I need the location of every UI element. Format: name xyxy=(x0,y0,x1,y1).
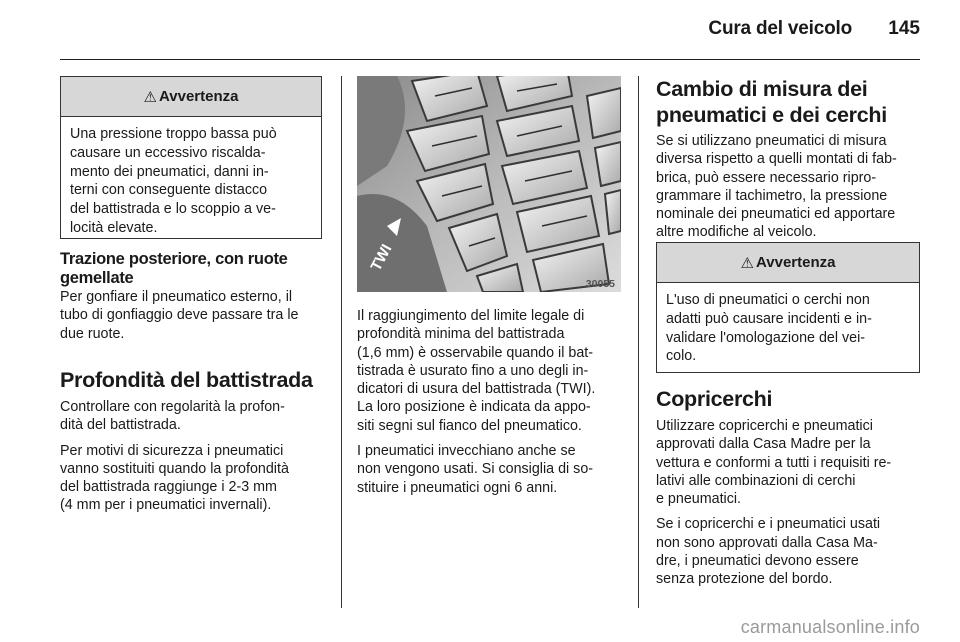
hubcaps-text-1: Utilizzare copricerchi e pneumatici approvati dalla Casa Madre per la vettura e conformi a tutti i requisiti re- lativi alle combinazioni di cerchi e pneumatici. xyxy=(656,418,892,508)
warning-header xyxy=(657,243,919,283)
tread-depth-section xyxy=(60,368,322,515)
warning-title: Avvertenza xyxy=(158,88,239,105)
warning-body xyxy=(657,283,919,373)
dual-wheels-section xyxy=(60,250,322,343)
twi-marker-label: TWI xyxy=(367,241,396,274)
hubcaps-heading: Copricerchi xyxy=(656,387,773,411)
column-left xyxy=(60,76,322,514)
hubcaps-section xyxy=(656,387,920,589)
warning-text: L'uso di pneumatici o cerchi non adatti può causare incidenti e in- validare l'omologazione del vei- colo. xyxy=(666,292,872,365)
tread-depth-heading: Profondità del battistrada xyxy=(60,368,313,392)
hubcaps-text-2: Se i copricerchi e i pneumatici usati non sono approvati dalla Casa Ma- dre, i pneumatici devono essere senza protezione del bordo. xyxy=(656,516,881,588)
tire-tread-figure xyxy=(357,76,621,292)
watermark: carmanualsonline.info xyxy=(740,617,920,637)
warning-header xyxy=(61,77,321,117)
section-title: Cura del veicolo xyxy=(708,18,852,39)
change-size-section xyxy=(656,76,920,242)
tire-tread-illustration xyxy=(357,76,621,292)
tread-wear-paragraph-1: Il raggiungimento del limite legale di profondità minima del battistrada (1,6 mm) è osservabile quando il bat- tistrada è usurato fino a uno degli in- dicatori di usura del battistrada (TWI). La loro posizione è indicata da appo- siti segni sul fianco del pneumatico. xyxy=(357,308,596,434)
tread-depth-text-2: Per motivi di sicurezza i pneumatici vanno sostituiti quando la profondità del battistrada raggiunge i 2-3 mm (4 mm per i pneumatici invernali). xyxy=(60,442,289,514)
warning-box xyxy=(60,76,322,239)
warning-triangle-icon: ⚠ xyxy=(143,88,157,106)
column-divider xyxy=(341,76,342,608)
change-size-text: Se si utilizzano pneumatici di misura diversa rispetto a quelli montati di fab- brica, può essere necessario ripro- grammare il tachimetro, la pressione nominale dei pneumatici ed apportare altre modifiche al veicolo. xyxy=(656,133,897,241)
page-number: 145 xyxy=(888,18,920,39)
column-divider xyxy=(638,76,639,608)
warning-box xyxy=(656,242,920,373)
warning-title: Avvertenza xyxy=(755,254,836,271)
dual-wheels-heading: Trazione posteriore, con ruote gemellate xyxy=(60,250,288,287)
tread-depth-text-1: Controllare con regolarità la profon- dità del battistrada. xyxy=(60,399,285,434)
header-rule xyxy=(60,59,920,60)
warning-triangle-icon: ⚠ xyxy=(740,254,754,272)
warning-text: Una pressione troppo bassa può causare un eccessivo riscalda- mento dei pneumatici, danni in- terni con conseguente distacco del battistrada e lo scoppio a ve- locità elevate. xyxy=(70,126,277,236)
column-right xyxy=(656,76,920,588)
tread-wear-text xyxy=(357,307,621,497)
change-size-heading: Cambio di misura dei pneumatici e dei cerchi xyxy=(656,77,887,127)
dual-wheels-text: Per gonfiare il pneumatico esterno, il tubo di gonfiaggio deve passare tra le due ruote. xyxy=(60,289,299,342)
tread-wear-paragraph-2: I pneumatici invecchiano anche se non vengono usati. Si consiglia di so- stituire i pneumatici ogni 6 anni. xyxy=(357,443,594,496)
warning-body xyxy=(61,117,321,245)
figure-number: 30055 xyxy=(585,278,615,290)
